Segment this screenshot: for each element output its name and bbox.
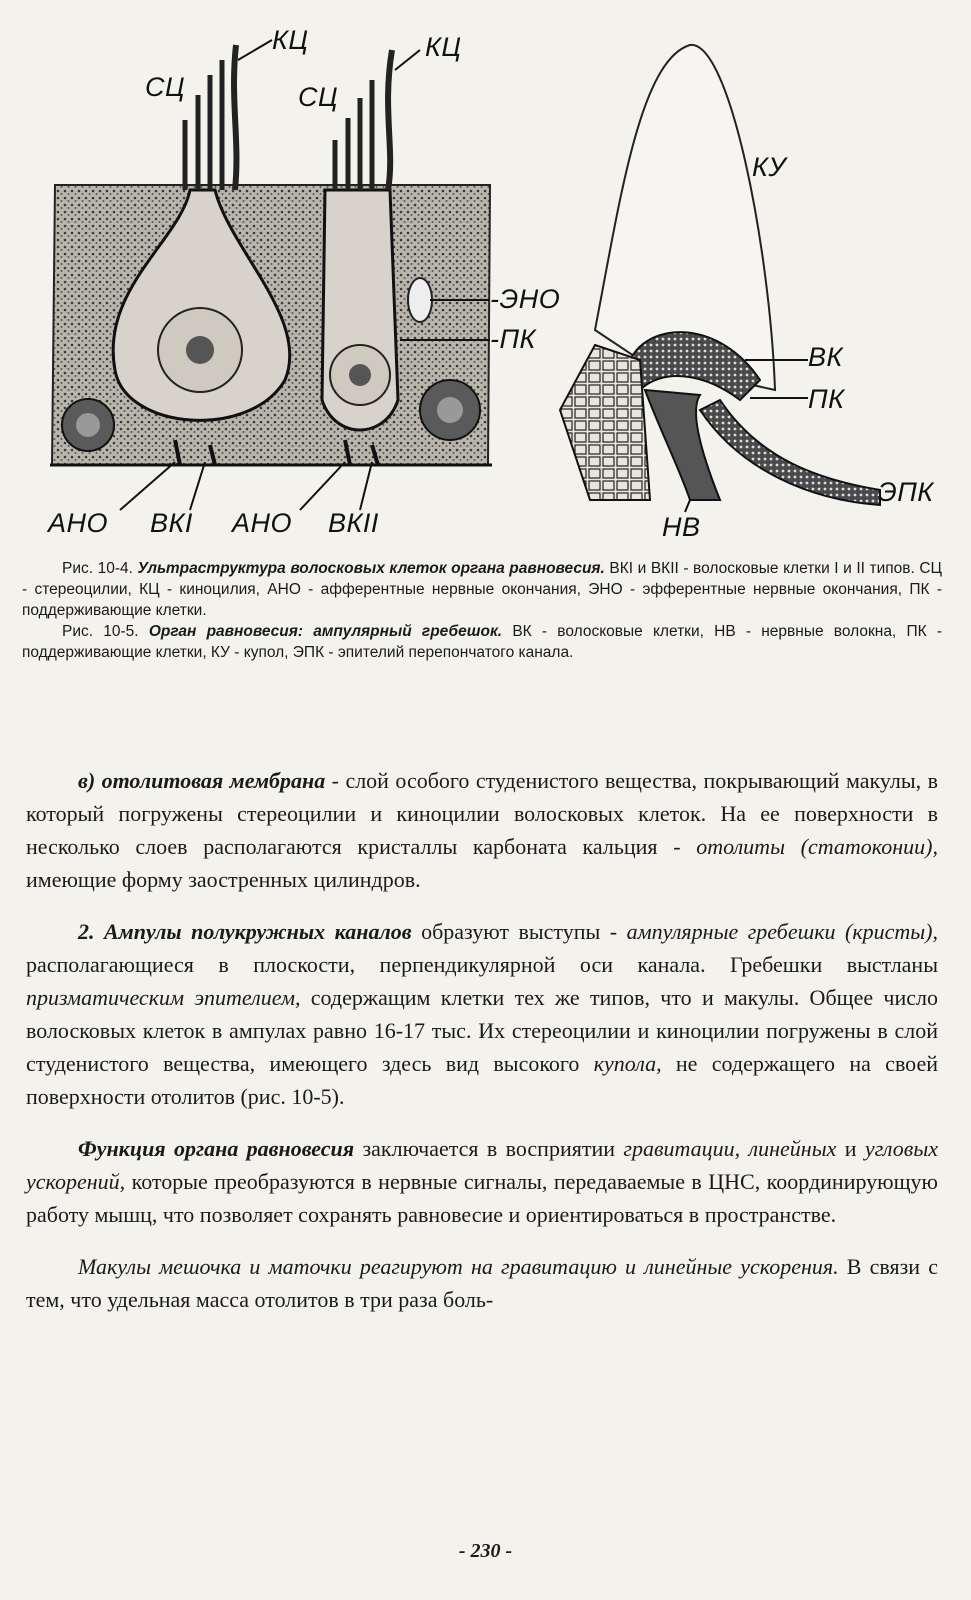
page-number: - 230 - <box>458 1540 513 1562</box>
paragraph-maculae <box>26 1250 938 1316</box>
label-cupula: КУ <box>752 152 787 182</box>
cilia-right-cell <box>335 50 392 190</box>
text-run: имеющие форму заостренных цилиндров. <box>26 867 421 892</box>
text-run: В связи с тем, что удельная масса отолитов в три раза боль- <box>26 1254 938 1312</box>
term-maculae: Макулы мешочка и маточки реагируют на гравитацию и линейные ускорения. <box>78 1254 839 1279</box>
cilia-left-cell <box>185 45 236 190</box>
caption-fig-10-4 <box>22 558 942 621</box>
text-run: не содержащего на своей поверхности отолитов (рис. 10-5). <box>26 1051 938 1109</box>
efferent-nerve-ending <box>408 278 432 322</box>
caption-fig-10-5 <box>22 621 942 663</box>
text-run: содержащим клетки тех же типов, что и макулы. Общее число волосковых клеток в ампулах равно 16-17 тыс. Их стереоцилии и киноцилии погружены в слой студенистого вещества, имеющего здесь вид высокого <box>26 985 938 1076</box>
label-hair-cells: ВК <box>808 342 843 372</box>
text-run: располагающиеся в плоскости, перпендикулярной оси канала. Гребешки выстланы <box>26 952 938 977</box>
label-afferent-endings-2: АНО <box>232 508 293 538</box>
label-nerve-fibers: НВ <box>662 512 701 542</box>
term-prismatic-epithelium: призматическим эпителием, <box>26 985 301 1010</box>
connective-tissue <box>560 345 650 500</box>
label-stereocilia-right: СЦ <box>298 82 339 112</box>
paragraph-ampullae <box>26 915 938 1113</box>
label-hair-cell-type-2: ВКII <box>328 508 379 538</box>
term-cristae: ампулярные гребешки (кристы), <box>626 919 938 944</box>
label-supporting-cells-left: -ПК <box>490 324 536 354</box>
term-function: Функция органа равновесия <box>78 1136 355 1161</box>
caption-title: Орган равновесия: ампулярный гребешок. <box>148 623 503 640</box>
caption-text: ВКI и ВКII - волосковые клетки I и II типов. СЦ - стереоцилии, КЦ - киноцилия, АНО - афферентные нервные окончания, ЭНО - эфферентные нервные окончания, ПК - поддерживающие клетки. <box>22 560 942 619</box>
text-run: заключается в восприятии <box>354 1136 624 1161</box>
label-kinocilium-right: КЦ <box>425 32 462 62</box>
hair-cell-epithelium <box>50 185 492 465</box>
label-supporting-cells-right: ПК <box>808 384 845 414</box>
term-ampullae: 2. Ампулы полукружных каналов <box>78 919 412 944</box>
figures-area <box>0 0 971 560</box>
paragraph-function <box>26 1132 938 1231</box>
term-otolith-membrane: в) отолитовая мембрана <box>78 768 326 793</box>
label-efferent-endings: -ЭНО <box>490 284 561 314</box>
paragraph-otolith-membrane <box>26 764 938 896</box>
term-angular-acceleration: угловых ускорений, <box>26 1136 938 1194</box>
text-run: которые преобразуются в нервные сигналы, передаваемые в ЦНС, координирующую работу мышц, что позволяет сохранять равновесие и ориентироваться в пространстве. <box>26 1169 938 1227</box>
label-kinocilium-left: КЦ <box>272 25 309 55</box>
canal-epithelium <box>700 400 880 505</box>
label-stereocilia-left: СЦ <box>145 72 186 102</box>
caption-number: Рис. 10-5. <box>62 623 139 640</box>
body-text <box>26 764 938 1335</box>
term-cupula: купола, <box>593 1051 662 1076</box>
figure-captions <box>22 558 942 663</box>
label-canal-epithelium: ЭПК <box>878 477 934 507</box>
text-run: - слой особого студенистого вещества, покрывающий макулы, в который погружены стереоцилии и киноцилии волосковых клеток. На ее поверхности в несколько слоев располагаются кристаллы карбоната кальция - <box>26 768 938 859</box>
term-gravitation: гравитации, линейных <box>623 1136 837 1161</box>
caption-text: ВК - волосковые клетки, НВ - нервные волокна, ПК - поддерживающие клетки, КУ - купол, ЭПК - эпителий перепончатого канала. <box>22 623 942 661</box>
label-hair-cell-type-1: ВКI <box>150 508 193 538</box>
label-afferent-endings-1: АНО <box>48 508 109 538</box>
caption-title: Ультраструктура волосковых клеток органа равновесия. <box>137 560 605 577</box>
caption-number: Рис. 10-4. <box>62 560 133 577</box>
text-run: образуют выступы - <box>411 919 627 944</box>
figure-10-5-drawing <box>560 45 880 512</box>
term-otoliths: отолиты (статоконии), <box>696 834 938 859</box>
text-run: и <box>836 1136 865 1161</box>
